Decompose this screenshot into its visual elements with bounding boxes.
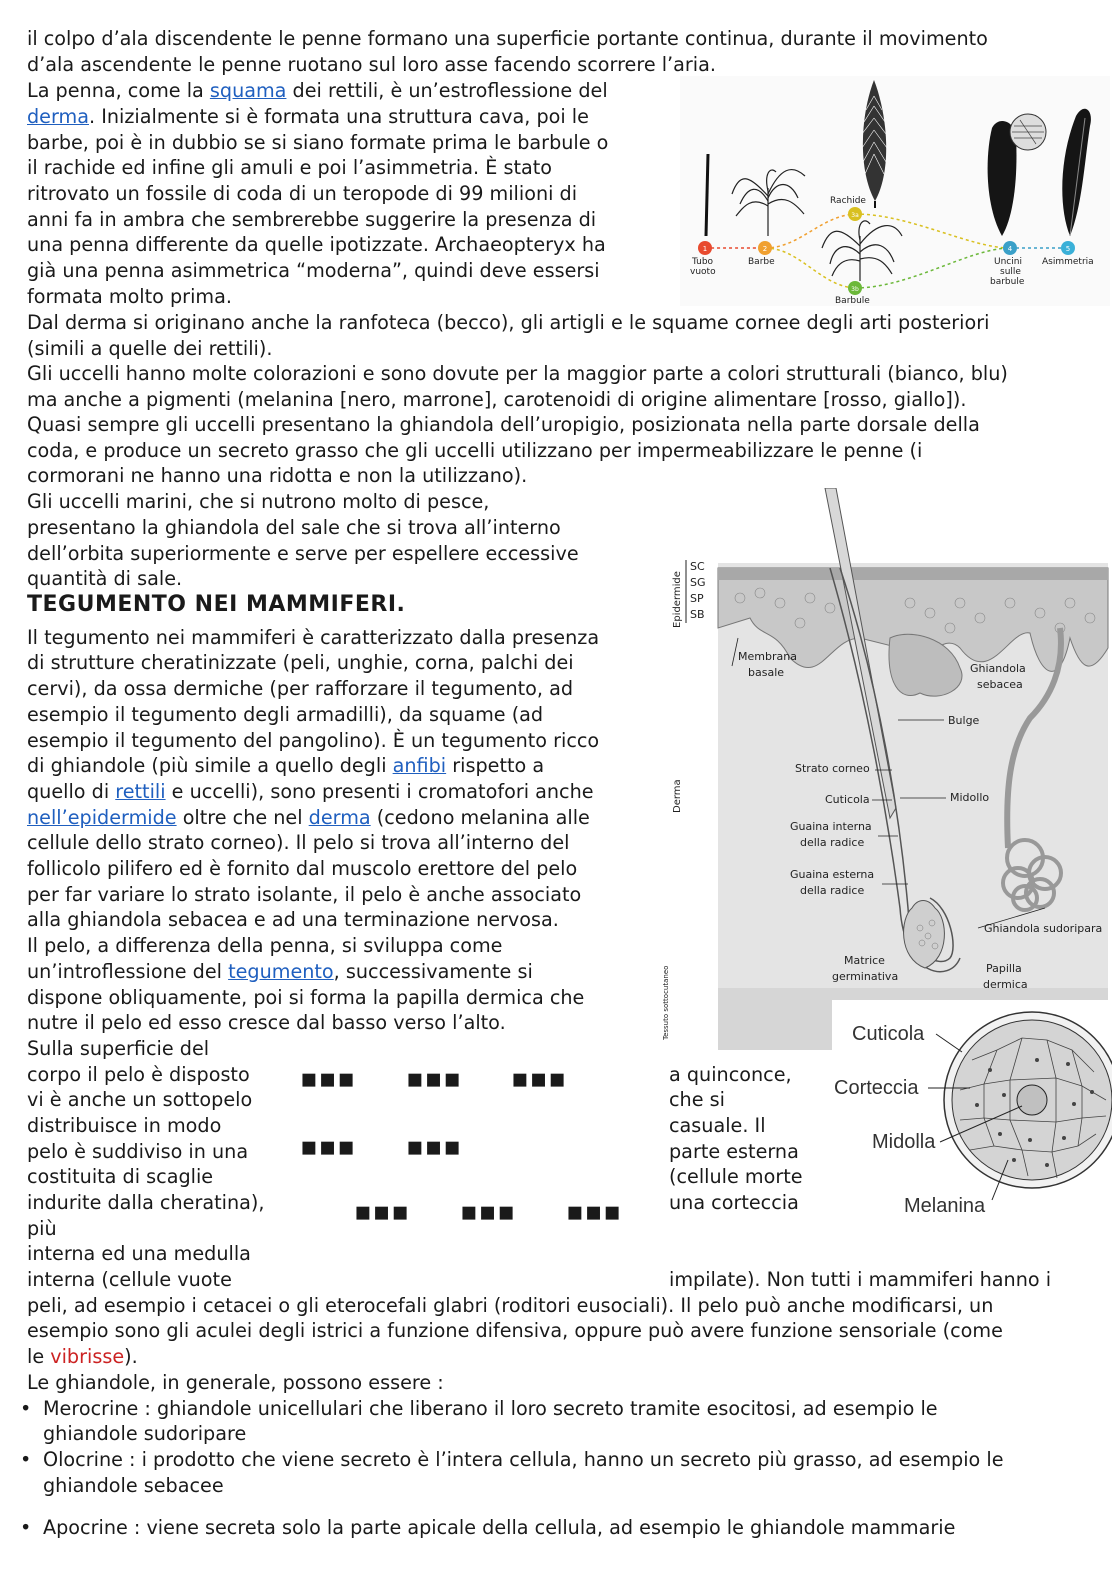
text-line: di strutture cheratinizzate (peli, unghie, corna, palchi dei [27, 651, 574, 674]
bullet-icon: • [20, 1397, 32, 1420]
text-line: ritrovato un fossile di coda di un teropode di 99 milioni di [27, 182, 578, 205]
text-line: casuale. Il [669, 1114, 766, 1137]
text-line: La penna, come la squama dei rettili, è un’estroflessione del [27, 79, 608, 102]
text-line: coda, e produce un secreto grasso che gli uccelli utilizzano per impermeabilizzare le penne (i [27, 439, 923, 462]
label-bulge: Bulge [948, 714, 980, 727]
text-line: parte esterna [669, 1140, 799, 1163]
label-barbule: Barbule [835, 296, 870, 306]
label-epidermide: Epidermide [672, 571, 683, 628]
text-line: alla ghiandola sebacea e ad una terminazione nervosa. [27, 908, 559, 931]
step-4: 4 [1007, 245, 1013, 253]
step-1: 1 [702, 245, 708, 253]
text-line: (cellule morte [669, 1165, 803, 1188]
text-line: Sulla superficie del [27, 1037, 210, 1060]
text-line: indurite dalla cheratina), [27, 1191, 265, 1214]
label-uncini: Uncini [994, 257, 1022, 267]
section-heading: TEGUMENTO NEI MAMMIFERI. [27, 592, 406, 617]
list-item-cont: ghiandole sudoripare [43, 1422, 247, 1445]
label-tubo: Tubo [692, 257, 714, 267]
label-strato-corneo: Strato corneo [795, 762, 870, 775]
label-barbule-2: barbule [990, 277, 1025, 287]
label-guaina-esterna: Guaina esterna [790, 868, 875, 881]
link-anfibi[interactable]: anfibi [392, 754, 447, 777]
missing-content-marker: ▪▪▪ [300, 1132, 356, 1162]
missing-content-marker: ▪▪▪ [406, 1064, 462, 1094]
label-della-radice: della radice [800, 836, 865, 849]
label-membrana: Membrana [738, 650, 797, 663]
term-vibrisse: vibrisse [50, 1345, 125, 1368]
text-line: una penna differente da quelle ipotizzate. Archaeopteryx ha [27, 233, 606, 256]
text-line: le vibrisse). [27, 1345, 138, 1368]
text-line: costituita di scaglie [27, 1165, 214, 1188]
text-line: che si [669, 1088, 725, 1111]
text-line: follicolo pilifero ed è fornito dal muscolo erettore del pelo [27, 857, 578, 880]
label-cuticola-section: Cuticola [852, 1023, 925, 1045]
text-line: cormorani ne hanno una ridotta e non la utilizzano). [27, 464, 528, 487]
text-line: ma anche a pigmenti (melanina [nero, marrone], carotenoidi di origine alimentare [rosso, giallo]). [27, 388, 967, 411]
text-line: esempio sono gli aculei degli istrici a funzione difensiva, oppure può avere funzione sensoriale (come [27, 1319, 1003, 1342]
list-item: • Olocrine : i prodotto che viene secreto è l’intera cellula, hanno un secreto più grasso, ad esempio le [20, 1448, 1004, 1471]
text-line: già una penna asimmetrica “moderna”, quindi deve essersi [27, 259, 600, 282]
text-line: una corteccia [669, 1191, 799, 1214]
bullet-icon: • [20, 1448, 32, 1471]
text-line: nell’epidermide oltre che nel derma (cedono melanina alle [27, 806, 590, 829]
label-sulle: sulle [1000, 267, 1021, 277]
text-line: per far variare lo strato isolante, il pelo è anche associato [27, 883, 582, 906]
text-line: (simili a quelle dei rettili). [27, 337, 273, 360]
text-line: cellule dello strato corneo). Il pelo si trova all’interno del [27, 831, 570, 854]
step-5: 5 [1065, 245, 1071, 253]
label-dermica: dermica [983, 978, 1028, 991]
label-barbe: Barbe [748, 257, 775, 267]
list-item: • Merocrine : ghiandole unicellulari che liberano il loro secreto tramite esocitosi, ad esempio le [20, 1397, 938, 1420]
layer-sc: SC [690, 560, 705, 573]
label-midollo: Midollo [950, 791, 990, 804]
missing-content-marker: ▪▪▪ [354, 1197, 410, 1227]
text-line: anni fa in ambra che sembrerebbe suggerire la presenza di [27, 208, 597, 231]
text-line: quello di rettili e uccelli), sono presenti i cromatofori anche [27, 780, 594, 803]
missing-content-marker: ▪▪▪ [460, 1197, 516, 1227]
text-line: presentano la ghiandola del sale che si trova all’interno [27, 516, 561, 539]
text-line: formata molto prima. [27, 285, 232, 308]
label-basale: basale [748, 666, 785, 679]
text-line: d’ala ascendente le penne ruotano sul loro asse facendo scorrere l’aria. [27, 53, 716, 76]
text-line: un’introflessione del tegumento, successivamente si [27, 960, 533, 983]
hair-section-figure [832, 1000, 1112, 1230]
text-line: di ghiandole (più simile a quello degli anfibi rispetto a [27, 754, 545, 777]
text-line: pelo è suddiviso in una [27, 1140, 249, 1163]
text-line: Gli uccelli hanno molte colorazioni e sono dovute per la maggior parte a colori strutturali (bianco, blu) [27, 362, 1008, 385]
feather-evolution-figure [680, 76, 1110, 306]
step-2: 2 [762, 245, 768, 253]
label-vuoto: vuoto [690, 267, 716, 277]
label-guaina-interna: Guaina interna [790, 820, 872, 833]
hair-follicle-figure [660, 488, 1110, 1050]
step-3a: 3a [851, 212, 859, 219]
text-line: barbe, poi è in dubbio se si siano formate prima le barbule o [27, 131, 609, 154]
layer-sb: SB [690, 608, 705, 621]
text-line: il colpo d’ala discendente le penne formano una superficie portante continua, durante il movimento [27, 27, 988, 50]
text-line: interna (cellule vuote [27, 1268, 232, 1291]
label-papilla: Papilla [986, 962, 1022, 975]
text-line: cervi), da ossa dermiche (per rafforzare il tegumento, ad [27, 677, 574, 700]
label-sebacea: sebacea [977, 678, 1023, 691]
text-line: dell’orbita superiormente e serve per espellere eccessive [27, 542, 579, 565]
text-line: Il pelo, a differenza della penna, si sviluppa come [27, 934, 503, 957]
text-line: Quasi sempre gli uccelli presentano la ghiandola dell’uropigio, posizionata nella parte dorsale della [27, 413, 980, 436]
label-rachide: Rachide [830, 196, 866, 206]
text-line: distribuisce in modo [27, 1114, 222, 1137]
text-line: interna ed una medulla [27, 1242, 251, 1265]
label-asimmetria: Asimmetria [1042, 257, 1094, 267]
missing-content-marker: ▪▪▪ [511, 1064, 567, 1094]
link-epidermide[interactable]: nell’epidermide [27, 806, 177, 829]
label-matrice: Matrice [844, 954, 885, 967]
label-derma: Derma [672, 779, 683, 813]
bullet-icon: • [20, 1516, 32, 1539]
list-item-cont: ghiandole sebacee [43, 1474, 224, 1497]
missing-content-marker: ▪▪▪ [406, 1132, 462, 1162]
link-tegumento[interactable]: tegumento [228, 960, 334, 983]
text-line: Dal derma si originano anche la ranfoteca (becco), gli artigli e le squame cornee degli arti posteriori [27, 311, 990, 334]
layer-sg: SG [690, 576, 706, 589]
label-ghiandola-sudoripara: Ghiandola sudoripara [984, 922, 1103, 935]
text-line: Gli uccelli marini, che si nutrono molto di pesce, [27, 490, 490, 513]
text-line: impilate). Non tutti i mammiferi hanno i [669, 1268, 1052, 1291]
text-line: Il tegumento nei mammiferi è caratterizzato dalla presenza [27, 626, 600, 649]
text-line: esempio il tegumento degli armadilli), da squame (ad [27, 703, 544, 726]
list-item: • Apocrine : viene secreta solo la parte apicale della cellula, ad esempio le ghiandole mammarie [20, 1516, 956, 1539]
text-line: esempio il tegumento del pangolino). È un tegumento ricco [27, 729, 600, 752]
label-della-radice-2: della radice [800, 884, 865, 897]
missing-content-marker: ▪▪▪ [566, 1197, 622, 1227]
label-tessuto: Tessuto sottocutaneo [662, 965, 670, 1040]
link-squama[interactable]: squama [209, 79, 287, 102]
text-line: quantità di sale. [27, 567, 183, 590]
text-line: vi è anche un sottopelo [27, 1088, 253, 1111]
label-melanina: Melanina [904, 1195, 986, 1217]
text-line: a quinconce, [669, 1063, 792, 1086]
label-corteccia: Corteccia [834, 1077, 919, 1099]
step-3b: 3b [851, 286, 859, 293]
label-ghiandola-sebacea: Ghiandola [970, 662, 1026, 675]
text-line: dispone obliquamente, poi si forma la papilla dermica che [27, 986, 585, 1009]
text-line: il rachide ed infine gli amuli e poi l’asimmetria. È stato [27, 156, 552, 179]
text-line: derma. Inizialmente si è formata una struttura cava, poi le [27, 105, 589, 128]
missing-content-marker: ▪▪▪ [300, 1064, 356, 1094]
text-line: Le ghiandole, in generale, possono essere : [27, 1371, 444, 1394]
link-derma-2[interactable]: derma [308, 806, 371, 829]
layer-sp: SP [690, 592, 704, 605]
label-cuticola: Cuticola [825, 793, 870, 806]
text-line: peli, ad esempio i cetacei o gli eterocefali glabri (roditori eusociali). Il pelo può anche modificarsi, un [27, 1294, 994, 1317]
text-line: nutre il pelo ed esso cresce dal basso verso l’alto. [27, 1011, 506, 1034]
link-rettili[interactable]: rettili [115, 780, 166, 803]
link-derma[interactable]: derma [27, 105, 89, 128]
label-midolla: Midolla [872, 1131, 936, 1153]
label-germinativa: germinativa [832, 970, 899, 983]
text-line: corpo il pelo è disposto [27, 1063, 250, 1086]
text-line: più [27, 1217, 57, 1240]
